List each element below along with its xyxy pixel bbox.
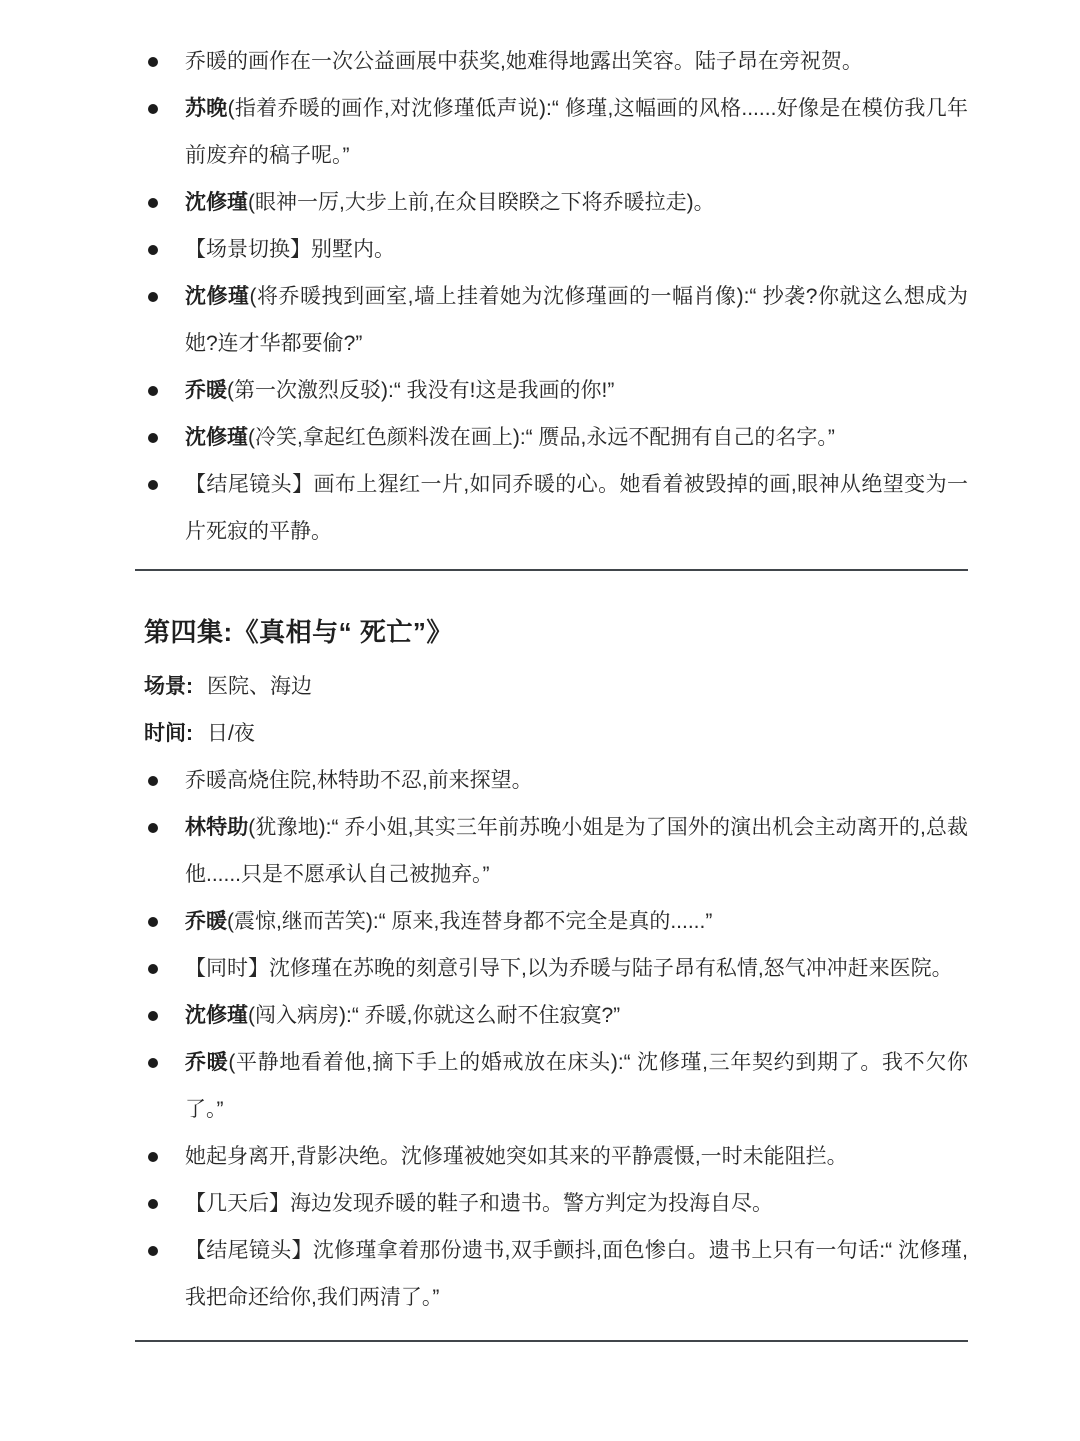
bullet-icon [135,1180,185,1209]
line-text: (指着乔暖的画作,对沈修瑾低声说):“ 修瑾,这幅画的风格......好像是在模仿我几年前废弃的稿子呢。” [185,97,968,167]
speaker-name: 沈修瑾 [185,426,248,449]
scene-meta-line [144,663,968,710]
bullet-icon [135,992,185,1021]
bullet-text [185,273,968,367]
episode-title: 第四集:《真相与“ 死亡”》 [144,617,453,647]
episode4-scene-list [135,757,968,1321]
bullet-icon [135,85,185,114]
time-label: 时间: [144,722,193,745]
bullet-icon [135,179,185,208]
script-bullet-item [135,898,968,945]
speaker-name: 乔暖 [185,379,227,402]
line-text: 【同时】沈修瑾在苏晚的刻意引导下,以为乔暖与陆子昂有私情,怒气冲冲赶来医院。 [185,957,953,980]
bullet-icon [135,414,185,443]
script-bullet-item [135,414,968,461]
bullet-text [185,945,968,992]
bullet-text [185,1039,968,1133]
line-text: 乔暖高烧住院,林特助不忍,前来探望。 [185,769,533,792]
line-text: 她起身离开,背影决绝。沈修瑾被她突如其来的平静震慑,一时未能阻拦。 [185,1145,848,1168]
line-text: (眼神一厉,大步上前,在众目睽睽之下将乔暖拉走)。 [248,191,715,214]
script-bullet-item [135,461,968,555]
bullet-icon [135,1133,185,1162]
script-bullet-item [135,38,968,85]
bullet-icon [135,1039,185,1068]
episode3-scene-list [135,38,968,555]
speaker-name: 沈修瑾 [185,1004,248,1027]
script-bullet-item [135,273,968,367]
time-value: 日/夜 [207,722,255,745]
bullet-text [185,1227,968,1321]
section-divider-bottom [135,1340,968,1342]
script-bullet-item [135,1227,968,1321]
bullet-icon [135,226,185,255]
speaker-name: 苏晚 [185,97,228,120]
speaker-name: 沈修瑾 [185,191,248,214]
bullet-icon [135,273,185,302]
line-text: 乔暖的画作在一次公益画展中获奖,她难得地露出笑容。陆子昂在旁祝贺。 [185,50,863,73]
bullet-text [185,992,968,1039]
bullet-text [185,1180,968,1227]
script-bullet-item [135,992,968,1039]
bullet-text [185,1133,968,1180]
bullet-icon [135,367,185,396]
script-bullet-item [135,226,968,273]
bullet-icon [135,757,185,786]
line-text: (将乔暖拽到画室,墙上挂着她为沈修瑾画的一幅肖像):“ 抄袭?你就这么想成为她?连才华都要偷?” [185,285,968,355]
script-bullet-item [135,179,968,226]
speaker-name: 沈修瑾 [185,285,250,308]
document-page [135,0,968,1342]
bullet-text [185,898,968,945]
bullet-icon [135,38,185,67]
speaker-name: 乔暖 [185,910,227,933]
line-text: (平静地看着他,摘下手上的婚戒放在床头):“ 沈修瑾,三年契约到期了。我不欠你了。” [185,1051,968,1121]
line-text: 【结尾镜头】画布上猩红一片,如同乔暖的心。她看着被毁掉的画,眼神从绝望变为一片死寂的平静。 [185,473,968,543]
line-text: 【结尾镜头】沈修瑾拿着那份遗书,双手颤抖,面色惨白。遗书上只有一句话:“ 沈修瑾,我把命还给你,我们两清了。” [185,1239,968,1309]
script-bullet-item [135,1133,968,1180]
time-meta-line [144,710,968,757]
bullet-text [185,804,968,898]
script-bullet-item [135,1180,968,1227]
line-text: (犹豫地):“ 乔小姐,其实三年前苏晚小姐是为了国外的演出机会主动离开的,总裁他......只是不愿承认自己被抛弃。” [185,816,968,886]
script-bullet-item [135,757,968,804]
line-text: (闯入病房):“ 乔暖,你就这么耐不住寂寞?” [248,1004,621,1027]
bullet-text [185,179,968,226]
bullet-text [185,757,968,804]
bullet-icon [135,804,185,833]
scene-value: 医院、海边 [207,675,312,698]
line-text: 【场景切换】别墅内。 [185,238,395,261]
bullet-icon [135,1227,185,1256]
scene-label: 场景: [144,675,193,698]
script-bullet-item [135,1039,968,1133]
script-bullet-item [135,804,968,898]
bullet-text [185,414,968,461]
line-text: (第一次激烈反驳):“ 我没有!这是我画的你!” [227,379,615,402]
section-divider-top [135,569,968,571]
bullet-text [185,461,968,555]
script-bullet-item [135,85,968,179]
line-text: 【几天后】海边发现乔暖的鞋子和遗书。警方判定为投海自尽。 [185,1192,773,1215]
bullet-text [185,38,968,85]
bullet-text [185,226,968,273]
line-text: (冷笑,拿起红色颜料泼在画上):“ 赝品,永远不配拥有自己的名字。” [248,426,835,449]
script-bullet-item [135,367,968,414]
speaker-name: 乔暖 [185,1051,229,1074]
bullet-text [185,367,968,414]
bullet-icon [135,898,185,927]
bullet-text [185,85,968,179]
bullet-icon [135,461,185,490]
line-text: (震惊,继而苦笑):“ 原来,我连替身都不完全是真的......” [227,910,713,933]
bullet-icon [135,945,185,974]
script-bullet-item [135,945,968,992]
speaker-name: 林特助 [185,816,249,839]
